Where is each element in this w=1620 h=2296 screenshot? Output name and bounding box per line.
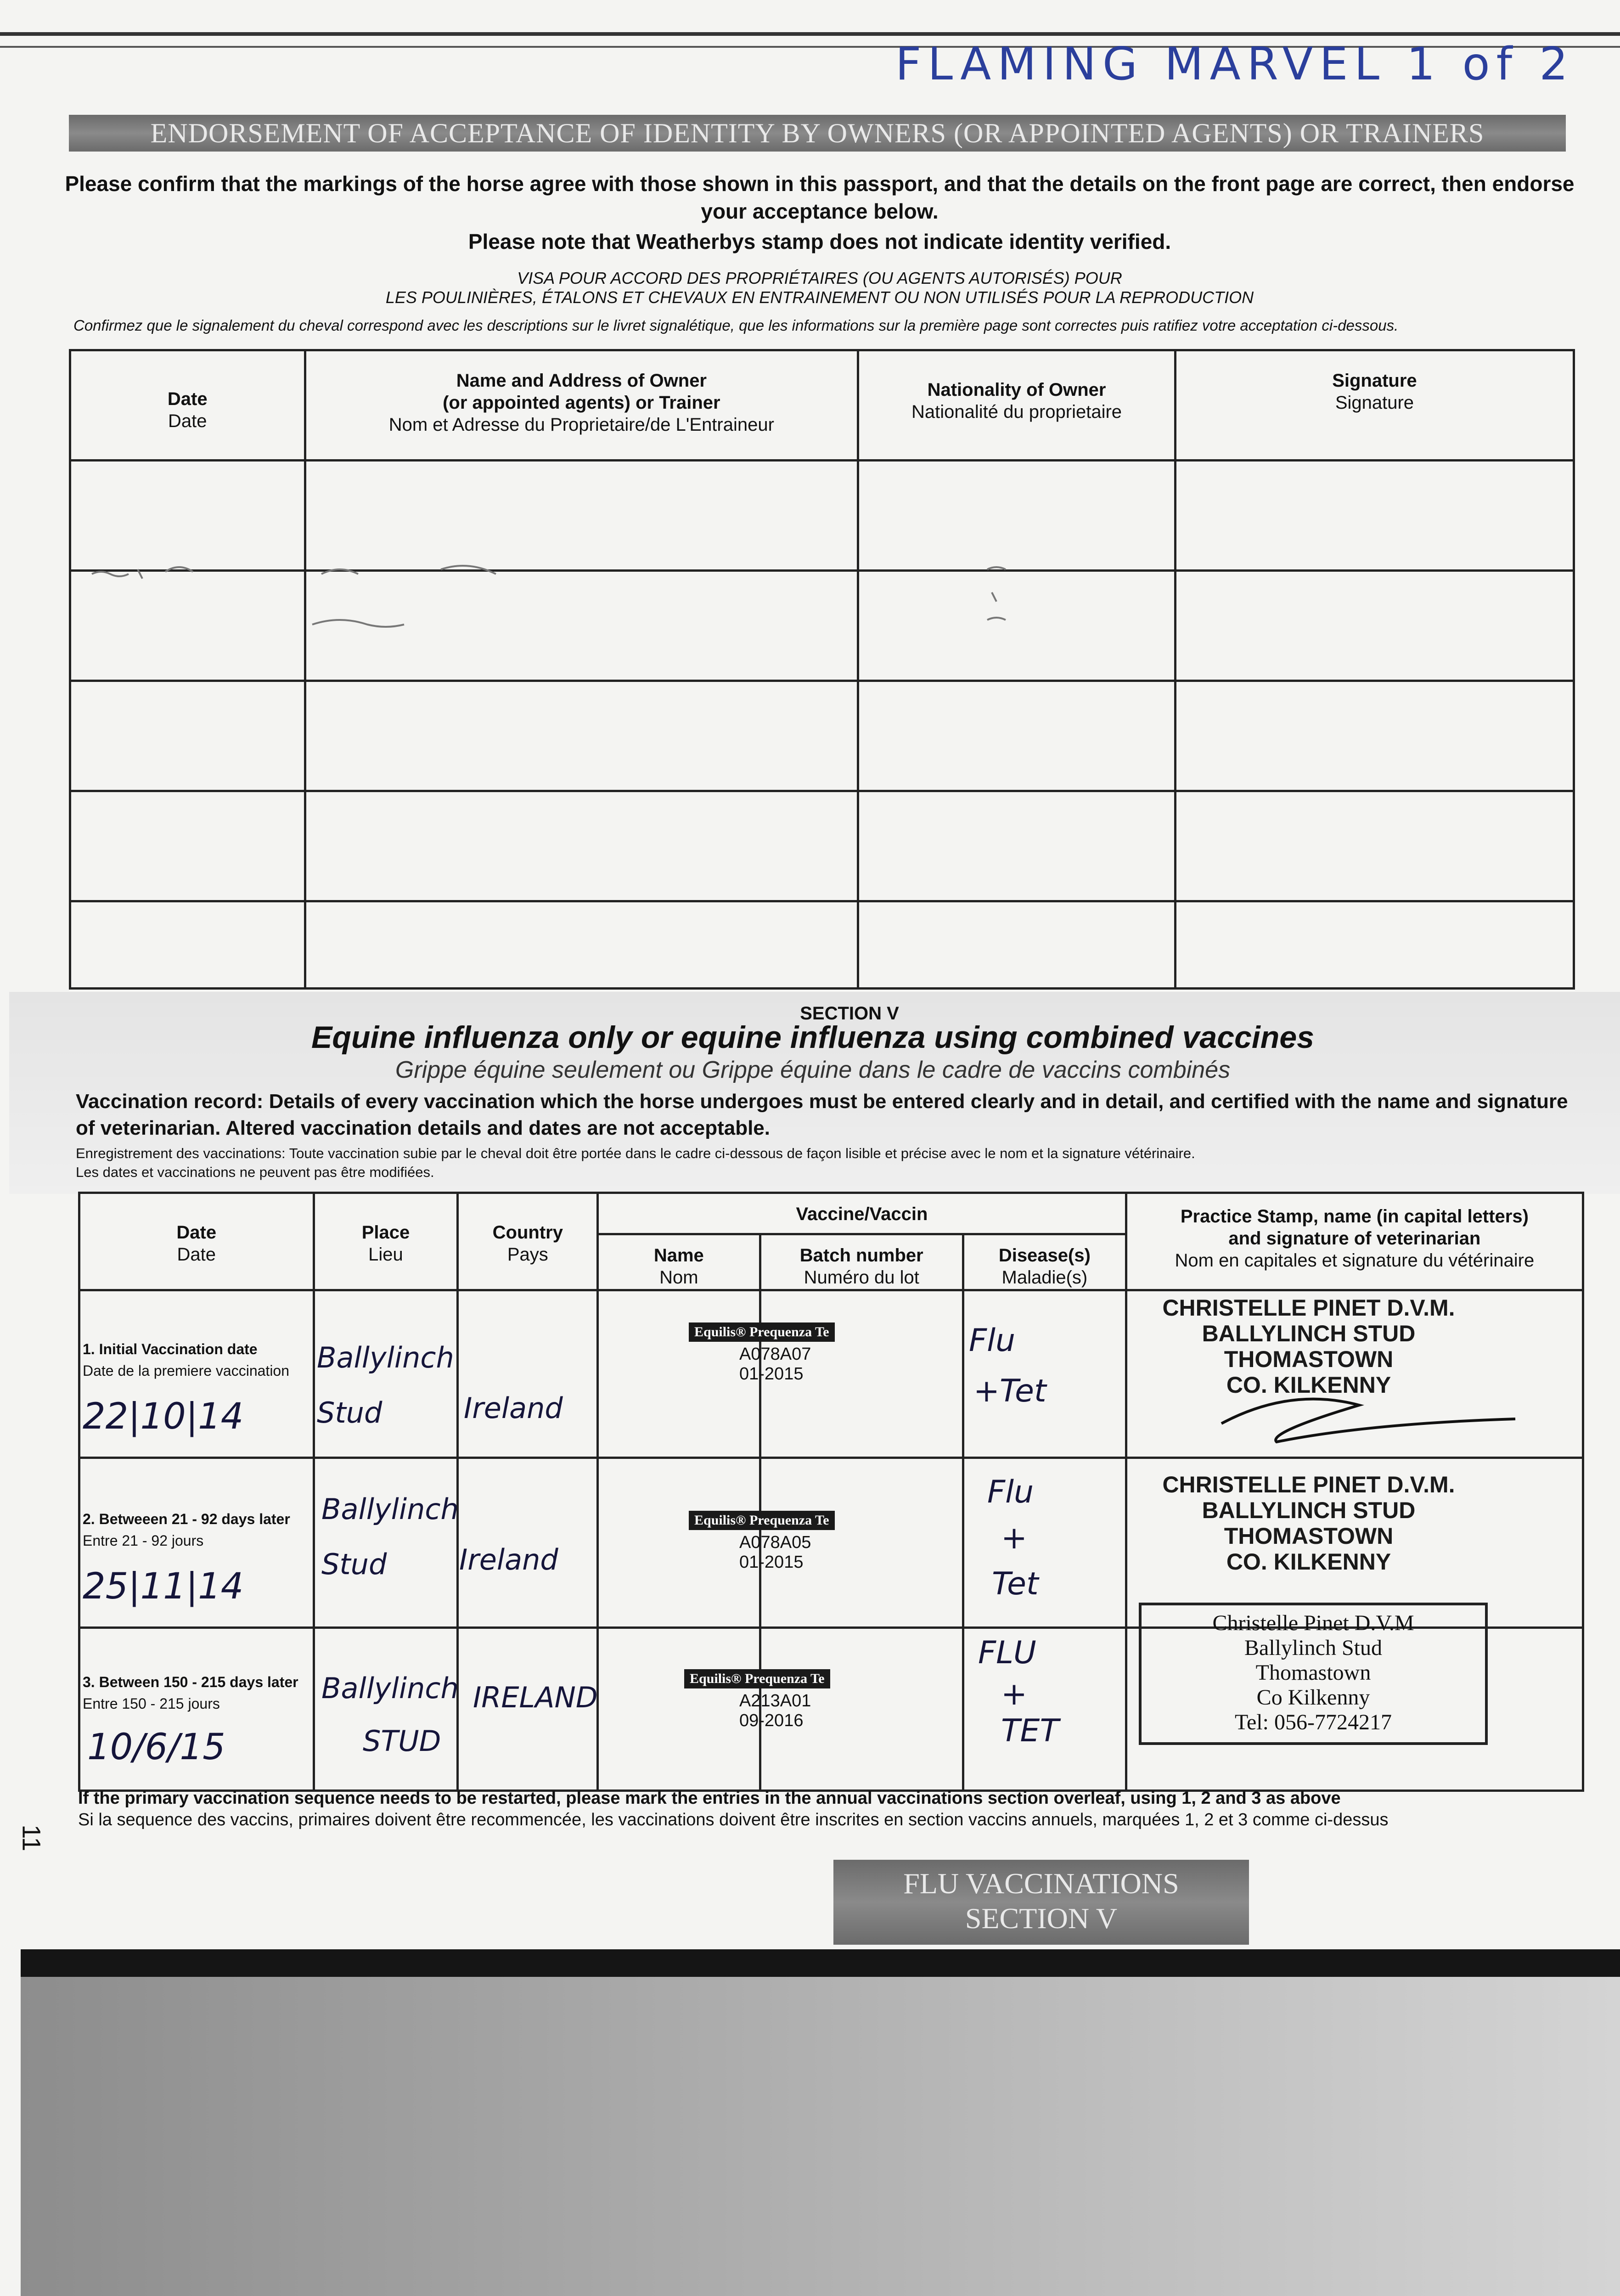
stamp-line: Tel: 056-7724217: [1235, 1710, 1392, 1734]
owner-endorsement-table: [69, 349, 1575, 990]
col-practice-stamp: Practice Stamp, name (in capital letters) and signature of veterinarian Nom en capitales et signature du vétérinaire: [1126, 1193, 1583, 1290]
row2-disease-2: +: [1001, 1520, 1027, 1556]
scan-background: [21, 1977, 1620, 2296]
col-signature: Signature Signature: [1175, 350, 1574, 461]
row2-label-en: 2. Betweeen 21 - 92 days later: [83, 1511, 290, 1527]
row1-label: [83, 1341, 321, 1379]
col-vacc-date: Date Date: [79, 1193, 314, 1290]
row3-label-fr: Entre 150 - 215 jours: [83, 1695, 220, 1712]
stamp-line: CO. KILKENNY: [1226, 1549, 1391, 1575]
row2-label-fr: Entre 21 - 92 jours: [83, 1532, 204, 1549]
section-v-subtitle: Grippe équine seulement ou Grippe équine dans le cadre de vaccins combinés: [395, 1057, 1231, 1083]
col-nationality: Nationality of Owner Nationalité du proprietaire: [858, 350, 1176, 461]
row2-practice-stamp: [1125, 1472, 1492, 1575]
scan-edge-bottom: [21, 1949, 1620, 1977]
table-row: [70, 901, 1574, 989]
row2-expiry: 01-2015: [739, 1553, 804, 1572]
row1-expiry: 01-2015: [739, 1364, 804, 1384]
row1-vaccine-sticker: [689, 1322, 863, 1384]
stamp-line: Thomastown: [1255, 1660, 1371, 1685]
footer-line-2: SECTION V: [965, 1902, 1118, 1935]
footnote-fr: Si la sequence des vaccins, primaires doivent être recommencée, les vaccinations doivent être inscrites en section vaccins annuels, marquées 1, 2 et 3 comme ci-dessus: [78, 1810, 1389, 1829]
row1-vaccine-label: Equilis® Prequenza Te: [689, 1322, 835, 1342]
row3-vaccine-label: Equilis® Prequenza Te: [684, 1669, 830, 1688]
section-iv-french: [64, 269, 1575, 307]
row3-place-2: STUD: [363, 1724, 441, 1758]
row3-disease-3: TET: [1001, 1713, 1059, 1749]
row3-label-en: 3. Between 150 - 215 days later: [83, 1674, 298, 1690]
row2-date: 25|11|14: [83, 1566, 244, 1607]
col-date: Date Date: [70, 350, 305, 461]
table-row: [70, 791, 1574, 901]
row1-date: 22|10|14: [83, 1396, 244, 1437]
row3-batch: A213A01: [739, 1691, 811, 1711]
instruction-confirm: Please confirm that the markings of the horse agree with those shown in this passport, and that the details on the front page are correct, then endorse your acceptance below.: [65, 172, 1575, 223]
stamp-line: Christelle Pinet D.V.M: [1212, 1611, 1414, 1635]
col-batch: Batch number Numéro du lot: [760, 1234, 963, 1290]
row1-label-en: 1. Initial Vaccination date: [83, 1341, 258, 1357]
row2-vaccine-sticker: [689, 1511, 863, 1572]
stamp-line: Co Kilkenny: [1256, 1685, 1370, 1710]
row3-place-1: Ballylinch: [321, 1671, 459, 1705]
section-v-french-1: Enregistrement des vaccinations: Toute vaccination subie par le cheval doit être portée dans le cadre ci-dessous de façon lisible et précise avec le nom et la signature vétérinaire.: [76, 1145, 1195, 1161]
table-row: [70, 681, 1574, 791]
row3-label: [83, 1674, 321, 1712]
row3-country: IRELAND: [473, 1681, 598, 1714]
handwritten-title: FLAMING MARVEL 1 of 2: [895, 38, 1575, 90]
row1-place-2: Stud: [317, 1396, 382, 1429]
instruction-stamp-note: Please note that Weatherbys stamp does not indicate identity verified.: [468, 230, 1171, 253]
col-owner: Name and Address of Owner (or appointed agents) or Trainer Nom et Adresse du Proprietaire/de L'Entraineur: [305, 350, 858, 461]
stamp-line: Ballylinch Stud: [1244, 1636, 1382, 1660]
row1-country: Ireland: [464, 1391, 563, 1425]
stamp-line: THOMASTOWN: [1224, 1523, 1394, 1549]
row3-disease-2: +: [1001, 1676, 1027, 1712]
row1-place-1: Ballylinch: [317, 1341, 454, 1374]
col-vaccine: Vaccine/Vaccin: [598, 1193, 1126, 1234]
col-country: Country Pays: [458, 1193, 598, 1290]
col-disease: Disease(s) Maladie(s): [963, 1234, 1126, 1290]
stamp-line: CHRISTELLE PINET D.V.M.: [1162, 1472, 1455, 1497]
section-v-french-2: Les dates et vaccinations ne peuvent pas être modifiées.: [76, 1164, 434, 1180]
stamp-line: CHRISTELLE PINET D.V.M.: [1162, 1295, 1455, 1321]
row2-vaccine-label: Equilis® Prequenza Te: [689, 1511, 835, 1530]
row3-expiry: 09-2016: [739, 1711, 804, 1730]
row3-vaccine-sticker: [684, 1669, 859, 1731]
row1-label-fr: Date de la premiere vaccination: [83, 1362, 290, 1379]
footer-banner: [833, 1860, 1249, 1945]
section-v-instruction: Vaccination record: Details of every vaccination which the horse undergoes must be entered clearly and in detail, and certified with the name and signature of veterinarian. Altered vaccination details and dates are not acceptable.: [76, 1090, 1568, 1139]
row1-signature: [1217, 1378, 1538, 1451]
erased-writing: [73, 551, 1084, 643]
row2-disease-3: Tet: [992, 1566, 1039, 1602]
french-line-3: Confirmez que le signalement du cheval correspond avec les descriptions sur le livret signalétique, que les informations sur la première page sont correctes puis ratifiez votre acceptation ci-dessous.: [73, 317, 1399, 334]
footer-line-1: FLU VACCINATIONS: [903, 1867, 1179, 1900]
row3-date: 10/6/15: [87, 1727, 225, 1768]
page-number: 11: [17, 1824, 46, 1851]
stamp-line: THOMASTOWN: [1224, 1346, 1394, 1372]
row2-disease-1: Flu: [987, 1474, 1034, 1510]
col-place: Place Lieu: [314, 1193, 458, 1290]
section-v-title: Equine influenza only or equine influenza using combined vaccines: [311, 1020, 1314, 1055]
row2-label: [83, 1511, 321, 1549]
row3-disease-1: FLU: [978, 1635, 1036, 1671]
scan-edge-top: [0, 32, 1620, 36]
stamp-line: BALLYLINCH STUD: [1202, 1497, 1416, 1523]
section-iv-banner: ENDORSEMENT OF ACCEPTANCE OF IDENTITY BY OWNERS (OR APPOINTED AGENTS) OR TRAINERS: [69, 115, 1566, 152]
col-vaccine-name: Name Nom: [598, 1234, 760, 1290]
row2-batch: A078A05: [739, 1533, 811, 1552]
section-iv-instruction: [64, 170, 1575, 255]
row2-country: Ireland: [459, 1543, 558, 1576]
french-line-2: LES POULINIÈRES, ÉTALONS ET CHEVAUX EN ENTRAINEMENT OU NON UTILISÉS POUR LA REPRODUCTION: [385, 288, 1254, 307]
stamp-line: CO. KILKENNY: [1226, 1372, 1391, 1398]
row1-batch: A078A07: [739, 1345, 811, 1364]
section-v-label: SECTION V: [800, 1003, 899, 1024]
row2-place-2: Stud: [321, 1548, 387, 1581]
row1-disease-1: Flu: [969, 1322, 1016, 1359]
stamp-line: BALLYLINCH STUD: [1202, 1321, 1416, 1346]
footnote-en: If the primary vaccination sequence needs to be restarted, please mark the entries in the annual vaccinations section overleaf, using 1, 2 and 3 as above: [78, 1789, 1341, 1808]
french-line-1: VISA POUR ACCORD DES PROPRIÉTAIRES (OU AGENTS AUTORISÉS) POUR: [517, 269, 1122, 287]
row2-place-1: Ballylinch: [321, 1492, 459, 1526]
row3-practice-stamp: [1139, 1603, 1488, 1745]
row1-disease-2: +Tet: [973, 1373, 1046, 1409]
